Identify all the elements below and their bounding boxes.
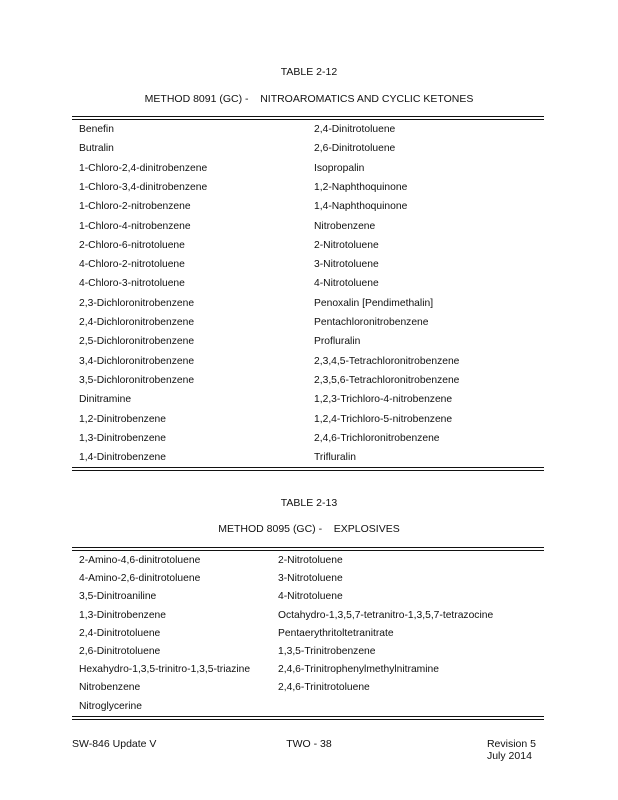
table-cell: Nitroglycerine	[79, 700, 142, 712]
table-2-13-description: EXPLOSIVES	[333, 523, 400, 535]
table-cell: Dinitramine	[79, 394, 132, 406]
table-cell: 2,5-Dichloronitrobenzene	[79, 336, 195, 348]
table-cell: 2,4,6-Trichloronitrobenzene	[314, 432, 440, 444]
table-2-13-method: METHOD 8095 (GC) -	[218, 523, 323, 535]
table-2-13-top-rule	[72, 547, 544, 548]
table-cell: 1,2-Naphthoquinone	[314, 181, 408, 193]
table-cell: 1-Chloro-2-nitrobenzene	[79, 201, 191, 213]
table-cell: 2,4,6-Trinitrotoluene	[278, 682, 370, 694]
table-2-13-title: TABLE 2-13	[280, 497, 338, 509]
table-cell: Nitrobenzene	[314, 220, 376, 232]
table-cell: Nitrobenzene	[79, 682, 141, 694]
table-cell: 2-Nitrotoluene	[278, 555, 343, 566]
table-cell: Pentachloronitrobenzene	[314, 317, 429, 328]
table-2-13-bottom-rule	[72, 716, 544, 717]
table-cell: 2,3,4,5-Tetrachloronitrobenzene	[314, 355, 460, 367]
table-cell: 1,3-Dinitrobenzene	[79, 432, 167, 444]
table-2-12-bottom-rule	[72, 467, 544, 468]
table-cell: 3,5-Dinitroaniline	[79, 591, 157, 603]
table-cell: 4-Chloro-2-nitrotoluene	[79, 259, 185, 271]
table-cell: 1-Chloro-2,4-dinitrobenzene	[79, 162, 208, 174]
table-cell: 2,4-Dichloronitrobenzene	[79, 317, 195, 328]
table-cell: 3-Nitrotoluene	[278, 573, 343, 585]
table-cell: 1,2,3-Trichloro-4-nitrobenzene	[314, 394, 453, 406]
footer-revision-number: Revision 5	[486, 738, 536, 750]
footer-revision-date: July 2014	[486, 750, 532, 762]
table-2-13-subtitle	[0, 523, 618, 535]
table-cell: 4-Amino-2,6-dinitrotoluene	[79, 573, 201, 585]
table-cell: 3,4-Dichloronitrobenzene	[79, 355, 195, 367]
footer-page-number: TWO - 38	[286, 738, 332, 750]
table-cell: Octahydro-1,3,5,7-tetranitro-1,3,5,7-tetrazocine	[278, 609, 494, 621]
table-cell: 1,2,4-Trichloro-5-nitrobenzene	[314, 413, 453, 425]
table-cell: Pentaerythritoltetranitrate	[278, 627, 394, 639]
table-cell: 1,3,5-Trinitrobenzene	[278, 646, 376, 657]
table-2-13-top-rule-2	[72, 550, 544, 551]
table-cell: Hexahydro-1,3,5-trinitro-1,3,5-triazine	[79, 664, 251, 676]
table-cell: 2,3,5,6-Tetrachloronitrobenzene	[314, 374, 460, 386]
table-cell: 2,4-Dinitrotoluene	[79, 627, 161, 639]
table-cell: 2-Amino-4,6-dinitrotoluene	[79, 555, 201, 566]
table-cell: Penoxalin [Pendimethalin]	[314, 297, 434, 309]
table-cell: 2,6-Dinitrotoluene	[314, 143, 396, 155]
table-cell: 1-Chloro-4-nitrobenzene	[79, 220, 191, 232]
table-cell: 1,3-Dinitrobenzene	[79, 609, 167, 621]
table-cell: 2,4,6-Trinitrophenylmethylnitramine	[278, 664, 440, 676]
table-cell: 4-Chloro-3-nitrotoluene	[79, 278, 185, 290]
table-2-13-bottom-rule-2	[72, 719, 544, 720]
table-cell: 2-Nitrotoluene	[314, 239, 379, 251]
table-2-12-top-rule	[72, 116, 544, 117]
table-cell: 4-Nitrotoluene	[278, 591, 343, 603]
table-cell: 2,3-Dichloronitrobenzene	[79, 297, 195, 309]
table-2-12-top-rule-2	[72, 119, 544, 120]
table-cell: 1,2-Dinitrobenzene	[79, 413, 167, 425]
table-cell: Butralin	[79, 143, 114, 155]
table-2-12-subtitle	[0, 93, 618, 105]
table-cell: 1-Chloro-3,4-dinitrobenzene	[79, 181, 208, 193]
table-2-12-title: TABLE 2-12	[280, 66, 338, 78]
table-cell: Benefin	[79, 124, 114, 135]
table-cell: 3,5-Dichloronitrobenzene	[79, 374, 195, 386]
table-cell: 3-Nitrotoluene	[314, 259, 379, 271]
table-2-12-description: NITROAROMATICS AND CYCLIC KETONES	[260, 93, 474, 105]
table-cell: 1,4-Naphthoquinone	[314, 201, 408, 213]
table-cell: 2,4-Dinitrotoluene	[314, 124, 396, 135]
table-cell: 2,6-Dinitrotoluene	[79, 646, 161, 657]
footer-revision	[487, 738, 536, 762]
table-cell: Trifluralin	[314, 452, 356, 464]
table-cell: 4-Nitrotoluene	[314, 278, 379, 290]
table-cell: 2-Chloro-6-nitrotoluene	[79, 239, 185, 251]
table-cell: 1,4-Dinitrobenzene	[79, 452, 167, 464]
table-2-12-bottom-rule-2	[72, 470, 544, 471]
footer-document-id: SW-846 Update V	[72, 738, 157, 750]
table-2-12-method: METHOD 8091 (GC) -	[144, 93, 249, 105]
table-cell: Isopropalin	[314, 162, 365, 174]
table-cell: Profluralin	[314, 336, 361, 348]
